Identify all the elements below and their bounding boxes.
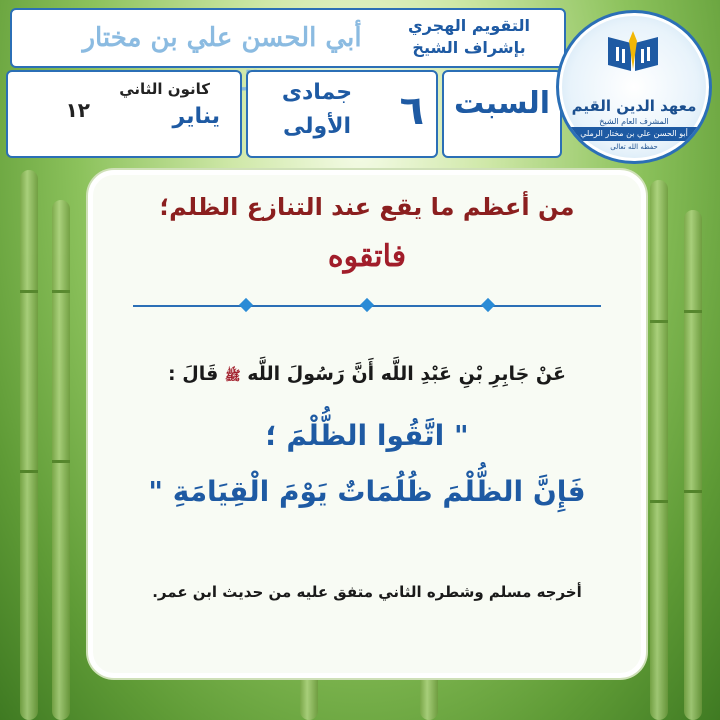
card-heading: من أعظم ما يقع عند التنازع الظلم؛ xyxy=(159,193,575,221)
calendar-title-strip xyxy=(10,8,566,68)
hijri-day: ٦ xyxy=(399,88,424,134)
isnad-text: عَنْ جَابِرِ بْنِ عَبْدِ اللَّه أَنَّ رَسُولَ اللَّه xyxy=(247,363,566,385)
hadith-line-1: " اتَّقُوا الظُّلْمَ ؛ xyxy=(265,419,469,452)
hadith-line-2: فَإِنَّ الظُّلْمَ ظُلُمَاتٌ يَوْمَ الْقِيَامَةِ " xyxy=(148,475,586,508)
card-sub-heading: فاتقوه xyxy=(327,239,407,274)
logo-sheikh-name: أبو الحسن علي بن مختار الرملي xyxy=(569,127,699,141)
hadith-isnad xyxy=(103,363,631,387)
header xyxy=(0,0,720,165)
diamond-ornament-icon xyxy=(239,298,253,312)
institute-logo xyxy=(556,10,712,164)
sheikh-calligraphy: أبي الحسن علي بن مختار xyxy=(82,23,362,53)
calendar-supervision: بإشراف الشيخ xyxy=(412,38,526,57)
logo-title: معهد الدين القيم xyxy=(571,97,697,115)
date-row xyxy=(10,70,562,154)
hijri-month-line1: جمادى xyxy=(281,80,353,105)
logo-subtitle: المشرف العام الشيخ xyxy=(599,117,669,126)
isnad-qala: قَالَ : xyxy=(168,363,219,385)
gregorian-month: يناير xyxy=(172,104,220,129)
hijri-month-line2: الأولى xyxy=(282,114,352,139)
day-cell xyxy=(442,70,562,158)
hadith-card xyxy=(88,170,646,678)
book-emblem-icon xyxy=(604,29,662,75)
gregorian-date-cell xyxy=(6,70,242,158)
calendar-title: التقويم الهجري xyxy=(408,16,530,35)
diamond-ornament-icon xyxy=(481,298,495,312)
hadith-source: أخرجه مسلم وشطره الثاني متفق عليه من حديث ابن عمر. xyxy=(152,583,582,601)
logo-blessing: حفظه الله تعالى xyxy=(610,143,658,151)
day-name: السبت xyxy=(453,86,551,121)
diamond-ornament-icon xyxy=(360,298,374,312)
ornamental-divider xyxy=(133,299,601,313)
salawat-icon: ﷺ xyxy=(224,369,241,384)
gregorian-month-syriac: كانون الثاني xyxy=(119,80,210,98)
gregorian-day: ١٢ xyxy=(65,98,90,122)
hijri-date-cell xyxy=(246,70,438,158)
